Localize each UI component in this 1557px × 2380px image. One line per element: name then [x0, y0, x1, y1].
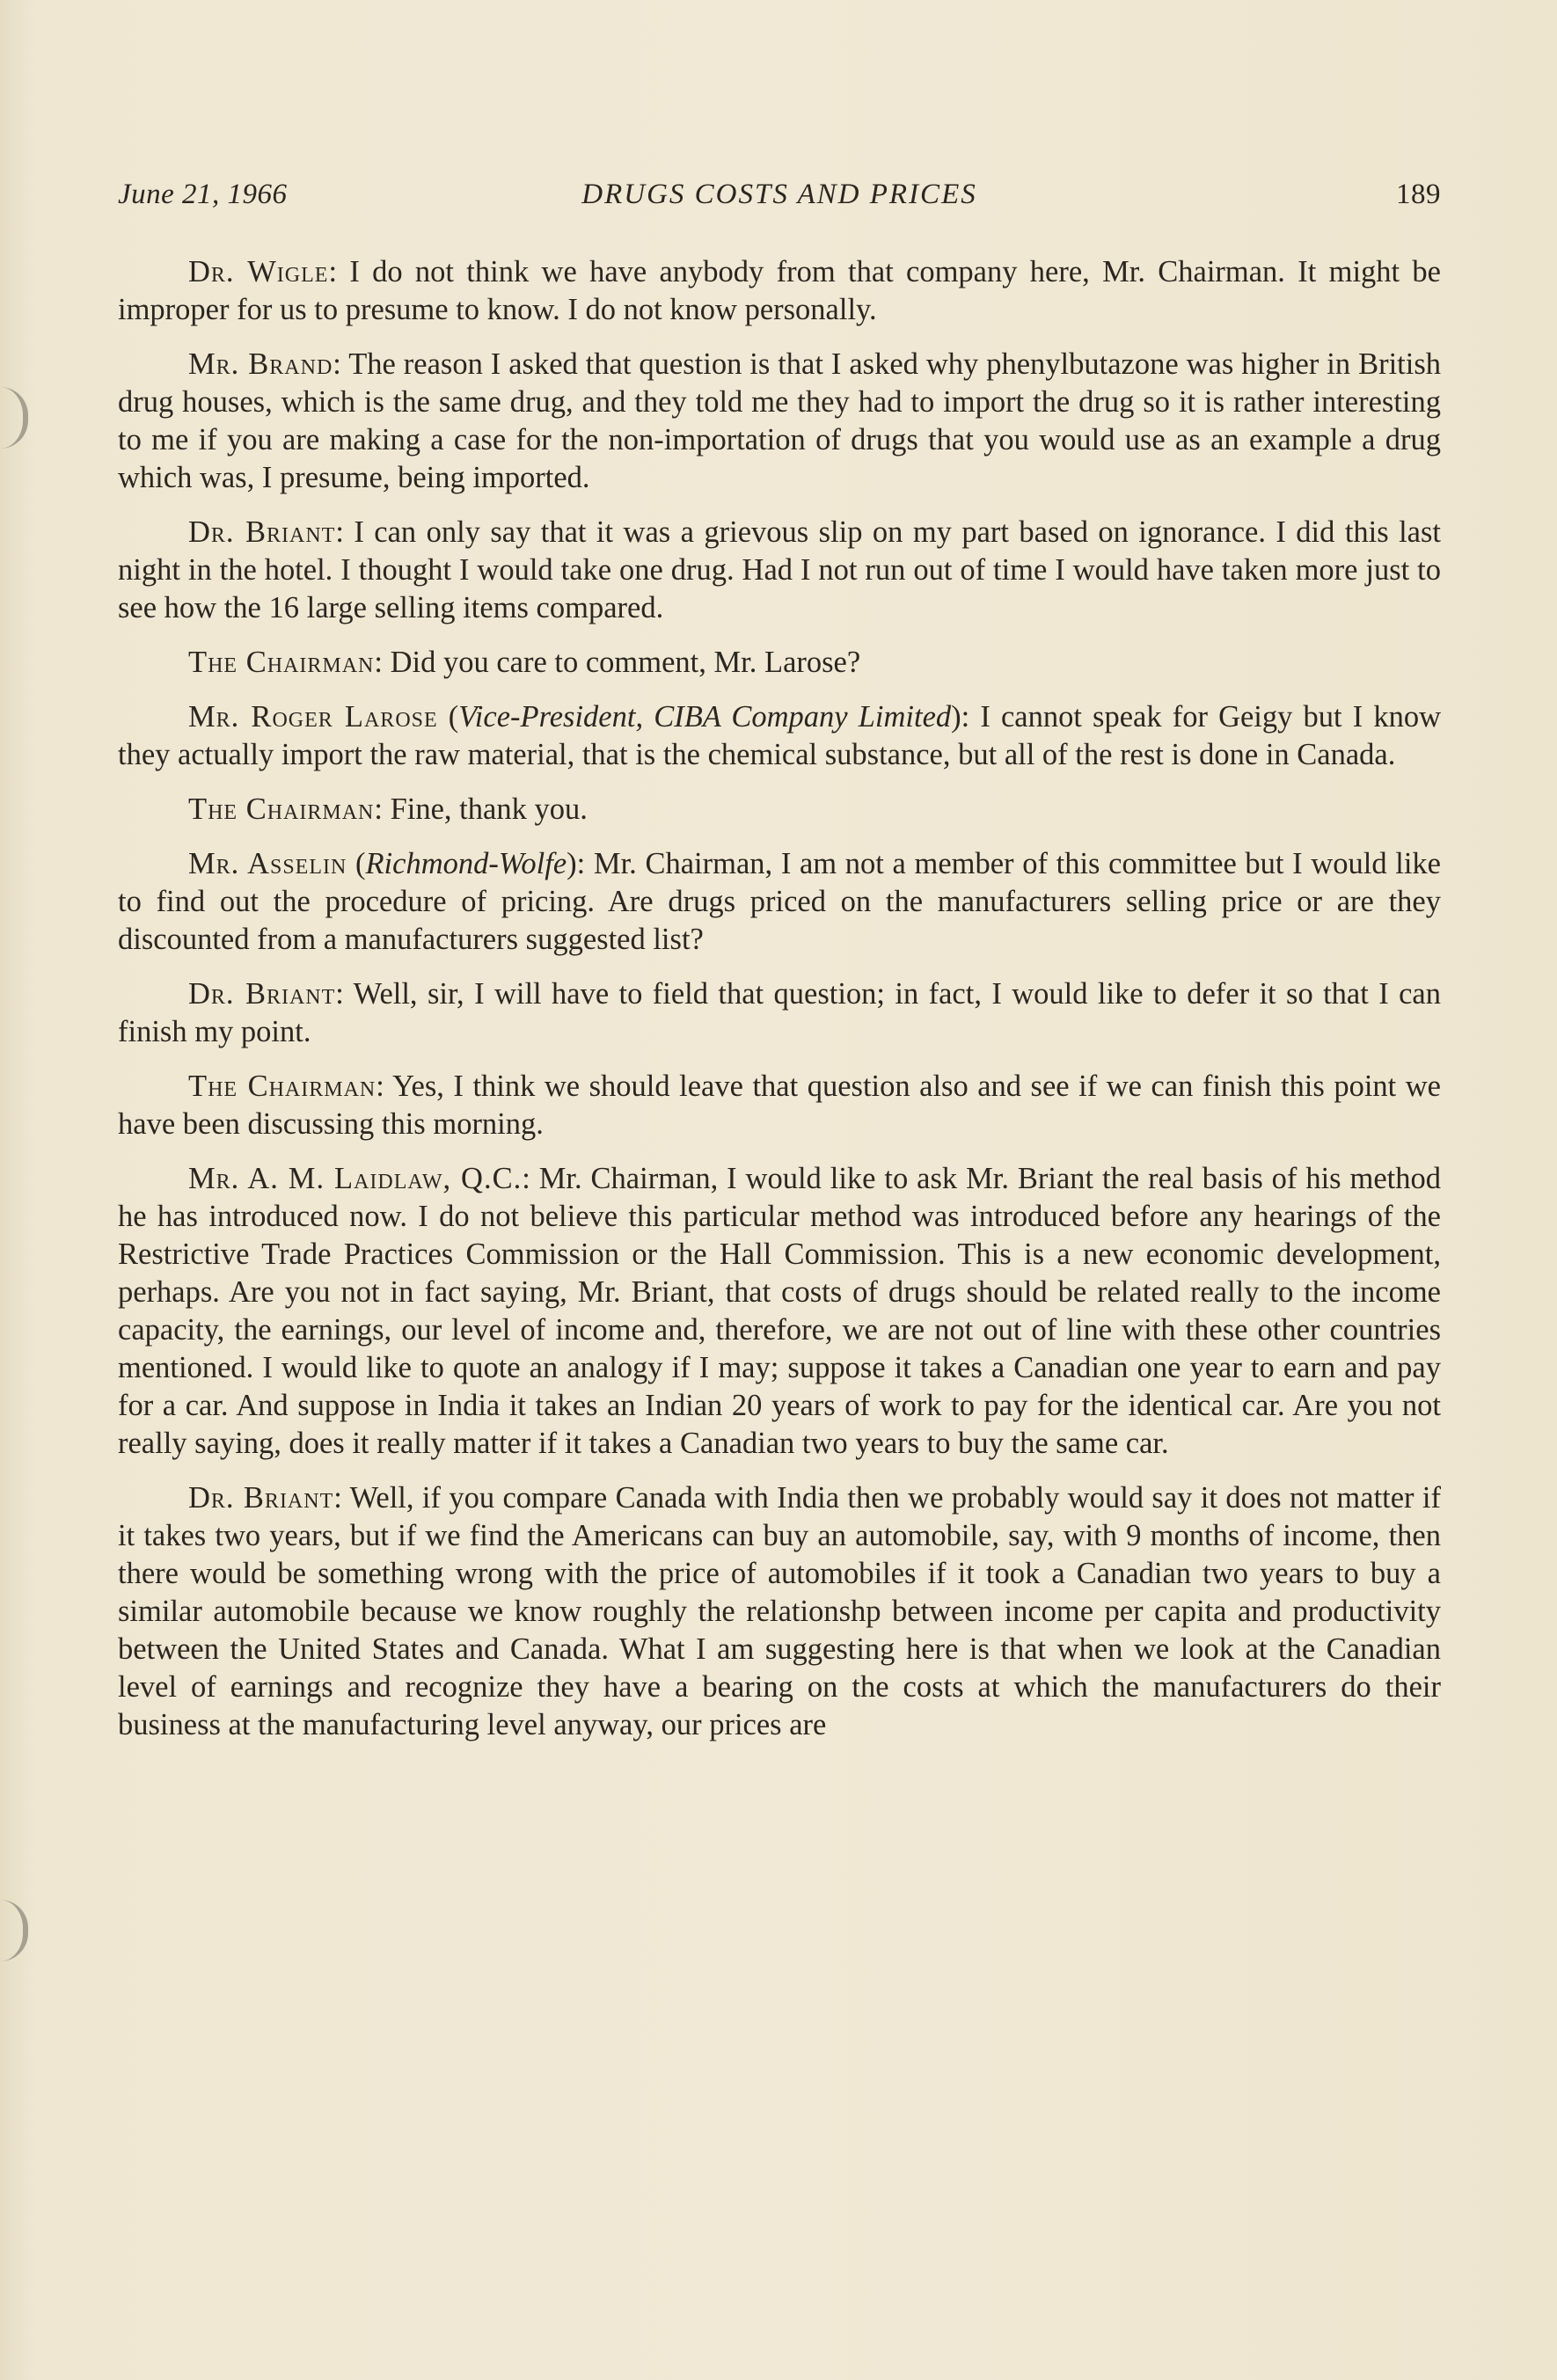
transcript-body — [118, 253, 1441, 1761]
speaker: Mr. Roger Larose — [188, 700, 438, 734]
header-date: June 21, 1966 — [118, 179, 288, 210]
speech-text: Did you care to comment, Mr. Larose? — [390, 646, 861, 679]
speaker: The Chairman — [188, 646, 375, 679]
speech-text: Well, sir, I will have to field that question; in fact, I would like to defer it so that I can finish my point. — [118, 977, 1441, 1048]
speech-text: I can only say that it was a grievous slip on my part based on ignorance. I did this last night in the hotel. I thought I would take one drug. Had I not run out of time I would have taken more just to see how the 16 large selling items compared. — [118, 515, 1442, 624]
paragraph: Dr. Wigle: I do not think we have anybody from that company here, Mr. Chairman. It might be improper for us to presume to know. I do not know personally. — [118, 255, 1441, 326]
binding-mark-bottom — [0, 1900, 28, 1961]
speaker: The Chairman — [188, 792, 375, 826]
speech-text: Yes, I think we should leave that question also and see if we can finish this point we have been discussing this morning. — [118, 1070, 1441, 1141]
paragraph: Mr. Roger Larose (Vice-President, CIBA Company Limited): I cannot speak for Geigy but I know they actually import the raw material, that is the chemical substance, but all of the rest is done in Canada. — [118, 700, 1442, 771]
speaker: Dr. Wigle — [188, 255, 329, 288]
speaker: The Chairman — [188, 1070, 376, 1103]
speech-text: Mr. Chairman, I would like to ask Mr. Briant the real basis of his method he has introduced now. I do not believe this particular method was introduced before any hearings of the Restrictive Trade Practices Commission or the Hall Commission. This is a new economic development, perhaps. Are you not in fact saying, Mr. Briant, that costs of drugs should be related really to the income capacity, the earnings, our level of income and, therefore, we are not out of line with these other countries mentioned. I would like to quote an analogy if I may; suppose it takes a Canadian one year to earn and pay for a car. And suppose in India it takes an Indian 20 years of work to pay for the identical car. Are you not really saying, does it really matter if it takes a Canadian two years to buy the same car. — [118, 1162, 1442, 1460]
speech-text: The reason I asked that question is that I asked why phenylbutazone was higher in British drug houses, which is the same drug, and they told me they had to import the drug so it is rather interesting to me if you are making a case for the non-importation of drugs that you would use as an example a drug which was, I presume, being imported. — [118, 347, 1441, 494]
page-number: 189 — [1396, 179, 1441, 210]
paragraph: Mr. Asselin (Richmond-Wolfe): Mr. Chairman, I am not a member of this committee but I would like to find out the procedure of pricing. Are drugs priced on the manufacturers selling price or are they discounted from a manufacturers suggested list? — [118, 847, 1441, 956]
header-title: DRUGS COSTS AND PRICES — [581, 179, 977, 210]
speech-text: I cannot speak for Geigy but I know they actually import the raw material, that is the chemical substance, but all of the rest is done in Canada. — [118, 700, 1442, 771]
speaker: Dr. Briant — [188, 977, 336, 1011]
paragraph: Mr. A. M. Laidlaw, Q.C.: Mr. Chairman, I would like to ask Mr. Briant the real basis of his method he has introduced now. I do not believe this particular method was introduced before any hearings of the Restrictive Trade Practices Commission or the Hall Commission. This is a new economic development, perhaps. Are you not in fact saying, Mr. Briant, that costs of drugs should be related really to the income capacity, the earnings, our level of income and, therefore, we are not out of line with these other countries mentioned. I would like to quote an analogy if I may; suppose it takes a Canadian one year to earn and pay for a car. And suppose in India it takes an Indian 20 years of work to pay for the identical car. Are you not really saying, does it really matter if it takes a Canadian two years to buy the same car. — [118, 1162, 1442, 1460]
speech-text: I do not think we have anybody from that company here, Mr. Chairman. It might be improper for us to presume to know. I do not know personally. — [118, 255, 1441, 326]
paragraph: Dr. Briant: Well, sir, I will have to field that question; in fact, I would like to defer it so that I can finish my point. — [118, 977, 1441, 1048]
running-header — [118, 179, 1441, 217]
paragraph: The Chairman: Yes, I think we should leave that question also and see if we can finish this point we have been discussing this morning. — [118, 1070, 1441, 1141]
speech-text: Mr. Chairman, I am not a member of this committee but I would like to find out the procedure of pricing. Are drugs priced on the manufacturers selling price or are they discounted from a manufacturers suggested list? — [118, 847, 1441, 956]
speaker-affiliation: Vice-President, CIBA Company Limited — [458, 700, 952, 734]
paragraph: Dr. Briant: Well, if you compare Canada with India then we probably would say it does not matter if it takes two years, but if we find the Americans can buy an automobile, say, with 9 months of income, then there would be something wrong with the price of automobiles if it took a Canadian two years to buy a similar automobile because we know roughly the relationshp between income per capita and productivity between the United States and Canada. What I am suggesting here is that when we look at the Canadian level of earnings and recognize they have a bearing on the costs at which the manufacturers do their business at the manufacturing level anyway, our prices are — [118, 1481, 1441, 1741]
speaker-affiliation: Richmond-Wolfe — [365, 847, 567, 880]
speech-text: Fine, thank you. — [390, 792, 588, 826]
speaker: Mr. Asselin — [188, 847, 347, 880]
binding-mark-top — [0, 387, 28, 449]
speech-text: Well, if you compare Canada with India then we probably would say it does not matter if it takes two years, but if we find the Americans can buy an automobile, say, with 9 months of income, then there would be something wrong with the price of automobiles if it took a Canadian two years to buy a similar automobile because we know roughly the relationshp between income per capita and productivity between the United States and Canada. What I am suggesting here is that when we look at the Canadian level of earnings and recognize they have a bearing on the costs at which the manufacturers do their business at the manufacturing level anyway, our prices are — [118, 1481, 1441, 1741]
speaker: Mr. Brand — [188, 347, 333, 381]
speaker: Dr. Briant — [188, 1481, 334, 1515]
paragraph: The Chairman: Did you care to comment, Mr. Larose? — [188, 646, 861, 679]
speaker: Dr. Briant — [188, 515, 336, 549]
paragraph: Dr. Briant: I can only say that it was a grievous slip on my part based on ignorance. I did this last night in the hotel. I thought I would take one drug. Had I not run out of time I would have taken more just to see how the 16 large selling items compared. — [118, 515, 1442, 624]
paragraph: Mr. Brand: The reason I asked that question is that I asked why phenylbutazone was higher in British drug houses, which is the same drug, and they told me they had to import the drug so it is rather interesting to me if you are making a case for the non-importation of drugs that you would use as an example a drug which was, I presume, being imported. — [118, 347, 1441, 494]
paragraph: The Chairman: Fine, thank you. — [188, 792, 588, 826]
speaker: Mr. A. M. Laidlaw, Q.C. — [188, 1162, 523, 1195]
